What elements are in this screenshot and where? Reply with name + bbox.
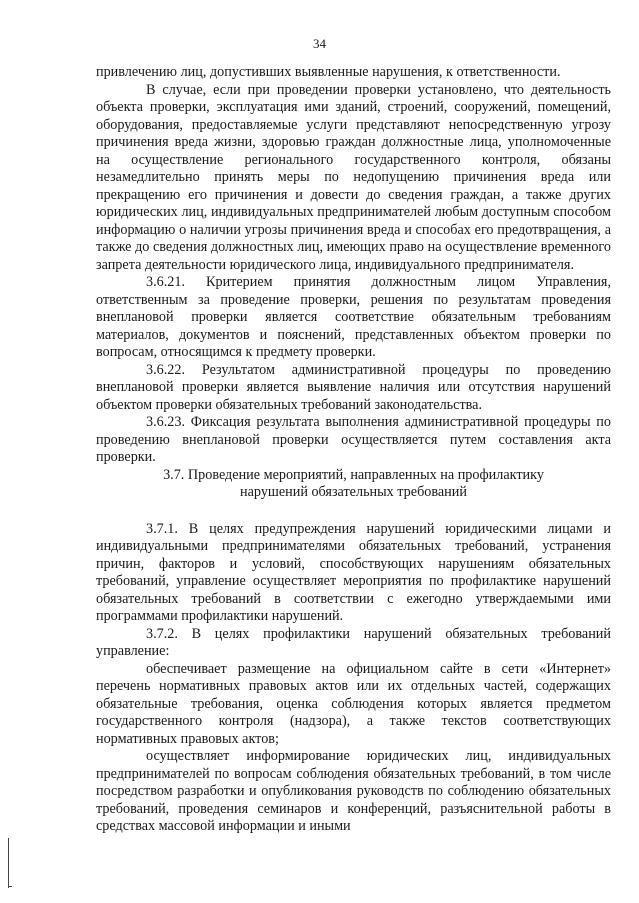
paragraph: 3.7.2. В целях профилактики нарушений обязательных требований управление: [96,625,611,659]
paragraph: 3.6.23. Фиксация результата выполнения административной процедуры по проведению внеплановой проверки осуществляется путем составления акта проверки. [96,414,611,465]
scan-edge-line [8,838,9,888]
paragraph: обеспечивает размещение на официальном сайте в сети «Интернет» перечень нормативных правовых актов или их отдельных частей, содержащих обязательные требования, оценка соблюдения которых является предметом государственного контроля (надзора), а также текстов соответствующих нормативных правовых актов; [96,660,611,747]
paragraph: осуществляет информирование юридических лиц, индивидуальных предпринимателей по вопросам соблюдения обязательных требований, в том числе посредством разработки и опубликования руководств по соблюдению обязательных требований, проведения семинаров и конференций, разъяснительной работы в средствах массовой информации и иными [96,748,611,834]
section-heading-line: 3.7. Проведение мероприятий, направленных на профилактику [163,466,544,483]
page-number: 34 [313,36,326,51]
paragraph: 3.6.22. Результатом административной процедуры по проведению внеплановой проверки является выявление наличия или отсутствия нарушений объектом проверки обязательных требований законодательства. [96,361,611,413]
paragraph: привлечению лиц, допустивших выявленные нарушения, к ответственности. [96,64,561,80]
paragraph: 3.7.1. В целях предупреждения нарушений юридическими лицами и индивидуальными предпринимателями обязательных требований, устранения причин, факторов и условий, способствующих нарушениям обязательных требований, управление осуществляет мероприятия по профилактике нарушений обязательных требований в соответствии с ежегодно утверждаемыми ими программами профилактики нарушений. [96,520,611,624]
section-heading [96,467,611,502]
scan-edge-mark [8,886,12,887]
section-heading-line: нарушений обязательных требований [240,484,467,500]
document-body [96,64,611,836]
paragraph: 3.6.21. Критерием принятия должностным лицом Управления, ответственным за проведение проверки, решения по результатам проведения внеплановой проверки является соответствие обязательным требованиям материалов, документов и пояснений, представленных объектом проверки по вопросам, относящимся к предмету проверки. [96,274,611,360]
paragraph: В случае, если при проведении проверки установлено, что деятельность объекта проверки, эксплуатация ими зданий, строений, сооружений, помещений, оборудования, предоставляемые услуги представляют непосредственную угрозу причинения вреда жизни, здоровью граждан должностные лица, уполномоченные на осуществление регионального государственного контроля, обязаны незамедлительно принять меры по недопущению причинения вреда или прекращению его причинения и довести до сведения граждан, а также других юридических лиц, индивидуальных предпринимателей любым доступным способом информацию о наличии угрозы причинения вреда и способах его предотвращения, а также до сведения должностных лиц, имеющих право на осуществление временного запрета деятельности юридического лица, индивидуального предпринимателя. [96,81,611,273]
